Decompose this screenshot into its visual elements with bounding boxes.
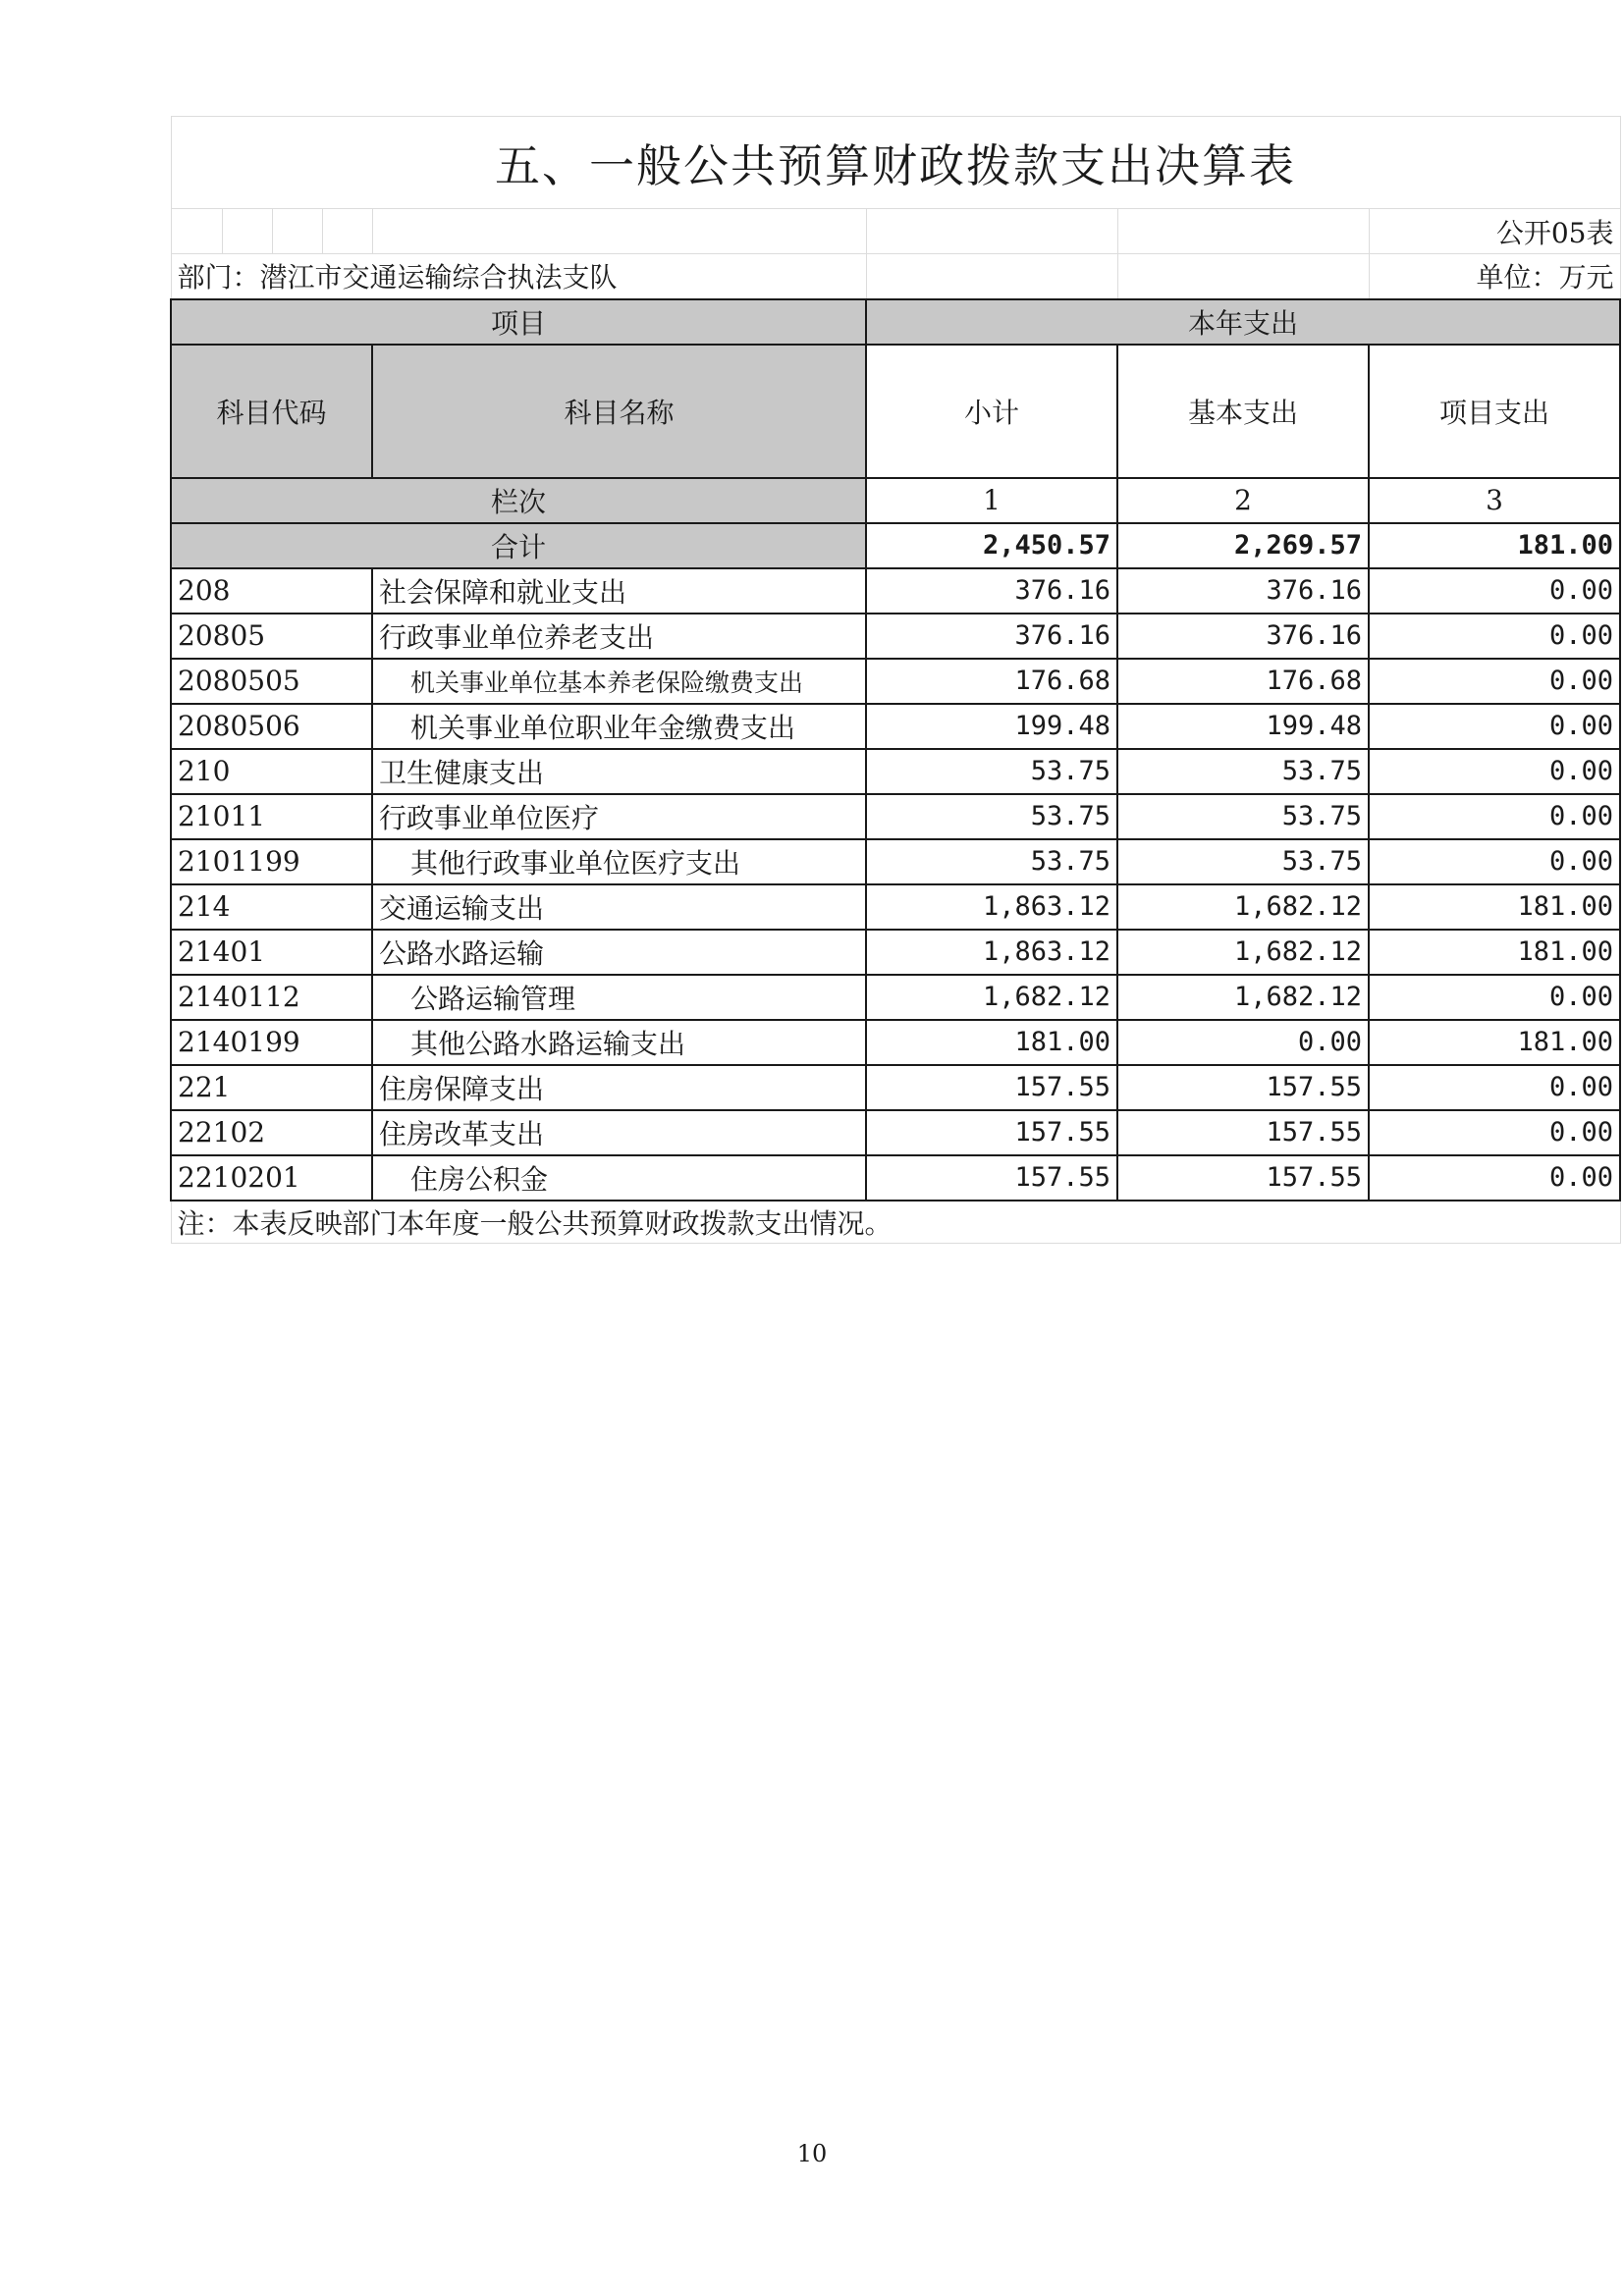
table-row bbox=[171, 884, 1620, 930]
page-number: 10 bbox=[796, 2140, 828, 2167]
row-code: 2140199 bbox=[171, 1020, 372, 1065]
table-row bbox=[171, 1065, 1620, 1110]
row-basic: 53.75 bbox=[1117, 839, 1369, 884]
row-code: 2140112 bbox=[171, 975, 372, 1020]
row-basic: 1,682.12 bbox=[1117, 930, 1369, 975]
row-basic: 157.55 bbox=[1117, 1065, 1369, 1110]
row-name: 其他公路水路运输支出 bbox=[372, 1020, 866, 1065]
table-row bbox=[171, 975, 1620, 1020]
header-item: 项目 bbox=[171, 299, 866, 345]
table-row bbox=[171, 659, 1620, 704]
row-name: 行政事业单位养老支出 bbox=[372, 614, 866, 659]
table-row bbox=[171, 704, 1620, 749]
header-current-year: 本年支出 bbox=[866, 299, 1620, 345]
row-subtotal: 376.16 bbox=[866, 568, 1117, 614]
row-basic: 53.75 bbox=[1117, 749, 1369, 794]
column-index-3: 3 bbox=[1369, 478, 1620, 523]
row-basic: 1,682.12 bbox=[1117, 884, 1369, 930]
row-subtotal: 176.68 bbox=[866, 659, 1117, 704]
row-basic: 1,682.12 bbox=[1117, 975, 1369, 1020]
table-code: 公开05表 bbox=[1369, 209, 1620, 254]
table-row bbox=[171, 568, 1620, 614]
row-name: 住房改革支出 bbox=[372, 1110, 866, 1155]
header-project: 项目支出 bbox=[1369, 345, 1620, 478]
row-subtotal: 199.48 bbox=[866, 704, 1117, 749]
total-basic: 2,269.57 bbox=[1117, 523, 1369, 568]
row-subtotal: 376.16 bbox=[866, 614, 1117, 659]
row-project: 181.00 bbox=[1369, 884, 1620, 930]
row-name: 机关事业单位职业年金缴费支出 bbox=[372, 704, 866, 749]
department-label: 部门：潜江市交通运输综合执法支队 bbox=[171, 254, 866, 299]
header-basic: 基本支出 bbox=[1117, 345, 1369, 478]
row-project: 0.00 bbox=[1369, 749, 1620, 794]
row-name: 卫生健康支出 bbox=[372, 749, 866, 794]
row-project: 0.00 bbox=[1369, 568, 1620, 614]
total-label: 合计 bbox=[171, 523, 866, 568]
row-name: 住房公积金 bbox=[372, 1155, 866, 1201]
row-code: 2101199 bbox=[171, 839, 372, 884]
row-basic: 376.16 bbox=[1117, 614, 1369, 659]
row-basic: 376.16 bbox=[1117, 568, 1369, 614]
row-code: 208 bbox=[171, 568, 372, 614]
row-subtotal: 53.75 bbox=[866, 749, 1117, 794]
row-name: 其他行政事业单位医疗支出 bbox=[372, 839, 866, 884]
row-subtotal: 1,682.12 bbox=[866, 975, 1117, 1020]
row-code: 214 bbox=[171, 884, 372, 930]
row-code: 210 bbox=[171, 749, 372, 794]
row-name: 公路运输管理 bbox=[372, 975, 866, 1020]
row-subtotal: 157.55 bbox=[866, 1110, 1117, 1155]
row-project: 0.00 bbox=[1369, 839, 1620, 884]
row-code: 221 bbox=[171, 1065, 372, 1110]
row-basic: 157.55 bbox=[1117, 1155, 1369, 1201]
table-row bbox=[171, 839, 1620, 884]
row-code: 2080506 bbox=[171, 704, 372, 749]
row-subtotal: 53.75 bbox=[866, 839, 1117, 884]
row-basic: 0.00 bbox=[1117, 1020, 1369, 1065]
row-code: 20805 bbox=[171, 614, 372, 659]
row-subtotal: 53.75 bbox=[866, 794, 1117, 839]
table-row bbox=[171, 1155, 1620, 1201]
row-project: 0.00 bbox=[1369, 1110, 1620, 1155]
row-code: 2080505 bbox=[171, 659, 372, 704]
budget-sheet bbox=[170, 116, 1614, 1244]
row-name: 交通运输支出 bbox=[372, 884, 866, 930]
table-row bbox=[171, 794, 1620, 839]
row-project: 0.00 bbox=[1369, 794, 1620, 839]
row-project: 181.00 bbox=[1369, 1020, 1620, 1065]
row-name: 住房保障支出 bbox=[372, 1065, 866, 1110]
row-project: 0.00 bbox=[1369, 659, 1620, 704]
row-project: 0.00 bbox=[1369, 975, 1620, 1020]
row-project: 0.00 bbox=[1369, 1155, 1620, 1201]
unit-label: 单位：万元 bbox=[1369, 254, 1620, 299]
row-name: 机关事业单位基本养老保险缴费支出 bbox=[372, 659, 866, 704]
row-code: 21401 bbox=[171, 930, 372, 975]
total-subtotal: 2,450.57 bbox=[866, 523, 1117, 568]
header-name: 科目名称 bbox=[372, 345, 866, 478]
row-basic: 199.48 bbox=[1117, 704, 1369, 749]
row-subtotal: 157.55 bbox=[866, 1065, 1117, 1110]
table-row bbox=[171, 1110, 1620, 1155]
row-name: 公路水路运输 bbox=[372, 930, 866, 975]
row-subtotal: 157.55 bbox=[866, 1155, 1117, 1201]
table-row bbox=[171, 1020, 1620, 1065]
row-project: 0.00 bbox=[1369, 1065, 1620, 1110]
row-name: 行政事业单位医疗 bbox=[372, 794, 866, 839]
column-index-2: 2 bbox=[1117, 478, 1369, 523]
table-row bbox=[171, 614, 1620, 659]
row-basic: 157.55 bbox=[1117, 1110, 1369, 1155]
table-row bbox=[171, 930, 1620, 975]
row-subtotal: 1,863.12 bbox=[866, 930, 1117, 975]
header-subtotal: 小计 bbox=[866, 345, 1117, 478]
row-subtotal: 1,863.12 bbox=[866, 884, 1117, 930]
row-subtotal: 181.00 bbox=[866, 1020, 1117, 1065]
row-code: 2210201 bbox=[171, 1155, 372, 1201]
table-row bbox=[171, 749, 1620, 794]
expenditure-table bbox=[170, 116, 1621, 1244]
column-index-1: 1 bbox=[866, 478, 1117, 523]
row-basic: 176.68 bbox=[1117, 659, 1369, 704]
total-project: 181.00 bbox=[1369, 523, 1620, 568]
table-title: 五、一般公共预算财政拨款支出决算表 bbox=[171, 117, 1620, 209]
row-project: 0.00 bbox=[1369, 614, 1620, 659]
row-code: 22102 bbox=[171, 1110, 372, 1155]
row-project: 0.00 bbox=[1369, 704, 1620, 749]
row-basic: 53.75 bbox=[1117, 794, 1369, 839]
table-note: 注：本表反映部门本年度一般公共预算财政拨款支出情况。 bbox=[171, 1201, 1620, 1244]
row-project: 181.00 bbox=[1369, 930, 1620, 975]
row-name: 社会保障和就业支出 bbox=[372, 568, 866, 614]
table-body bbox=[171, 568, 1620, 1201]
header-column-index: 栏次 bbox=[171, 478, 866, 523]
row-code: 21011 bbox=[171, 794, 372, 839]
header-code: 科目代码 bbox=[171, 345, 372, 478]
